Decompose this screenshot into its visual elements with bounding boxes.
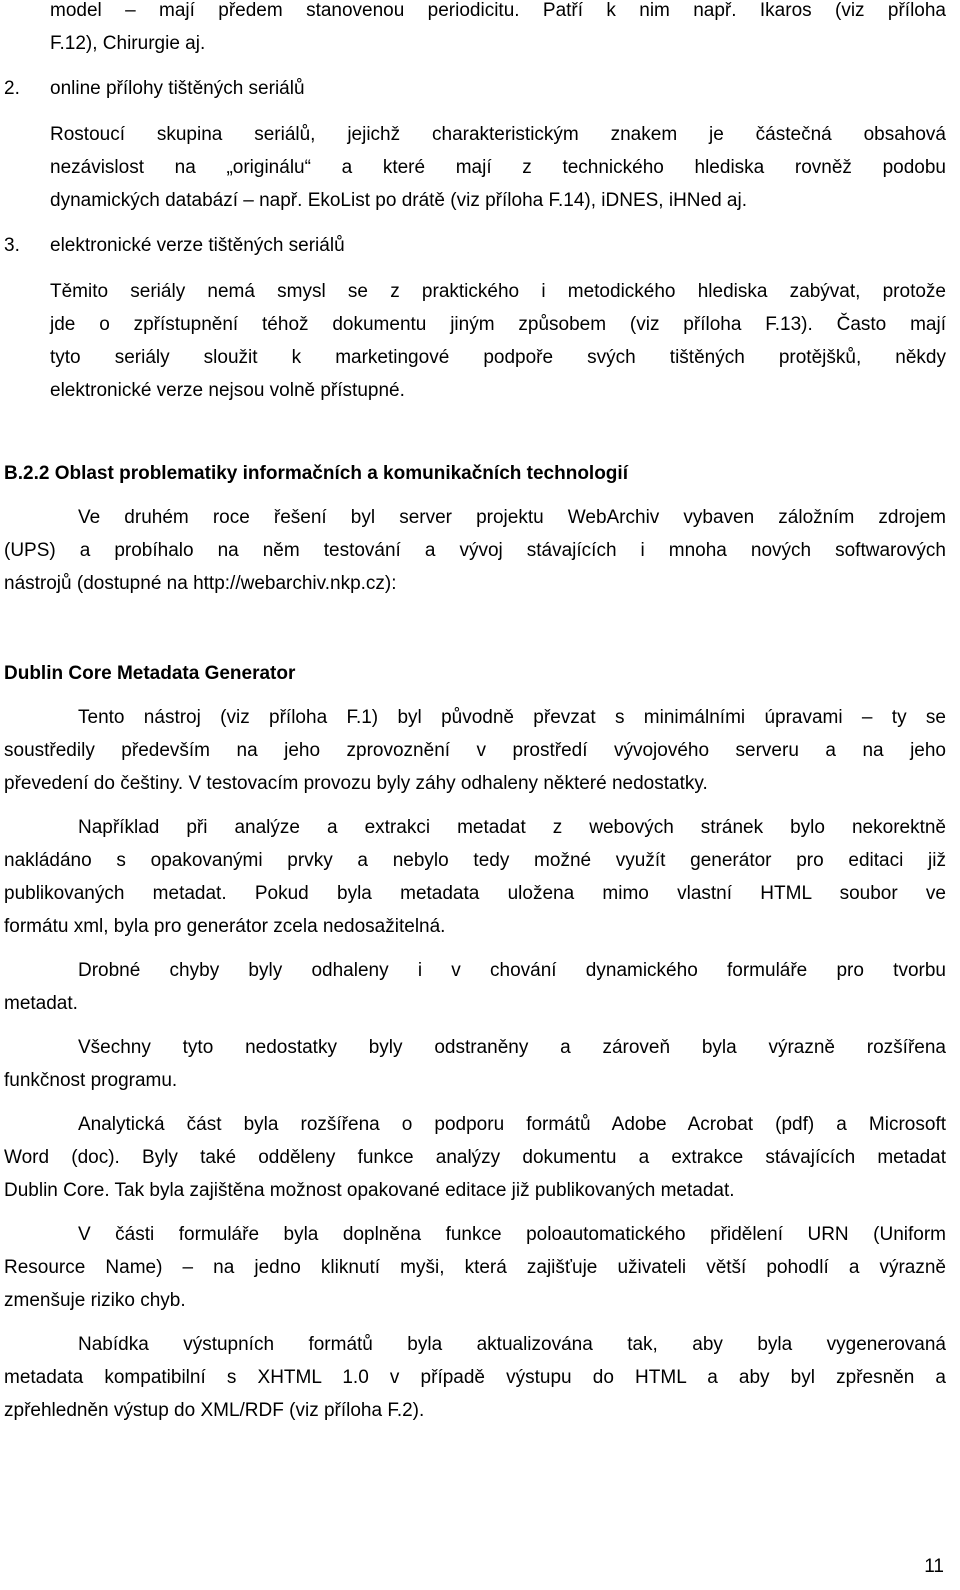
item-3-line-2: jde o zpřístupnění téhož dokumentu jiným způsobem (viz příloha F.13). Často mají bbox=[50, 314, 946, 335]
page-number: 11 bbox=[924, 1556, 944, 1577]
para-6-line-2: Resource Name) – na jedno kliknutí myši, která zajišťuje uživateli větší pohodlí a výrazně bbox=[4, 1257, 946, 1278]
item-2-line-3: dynamických databází – např. EkoList po drátě (viz příloha F.14), iDNES, iHNed aj. bbox=[50, 190, 747, 211]
subsection-heading: Dublin Core Metadata Generator bbox=[4, 663, 296, 684]
intro-line-2: F.12), Chirurgie aj. bbox=[50, 33, 206, 54]
para-7-line-3: zpřehledněn výstup do XML/RDF (viz příloha F.2). bbox=[4, 1400, 425, 1421]
para-7-line-1: Nabídka výstupních formátů byla aktualizována tak, aby byla vygenerovaná bbox=[78, 1334, 946, 1355]
para-2-line-2: nakládáno s opakovanými prvky a nebylo tedy možné využít generátor pro editaci již bbox=[4, 850, 946, 871]
para-4-line-1: Všechny tyto nedostatky byly odstraněny a zároveň byla výrazně rozšířena bbox=[78, 1037, 946, 1058]
para-1-line-3: převedení do češtiny. V testovacím provozu byly záhy odhaleny některé nedostatky. bbox=[4, 773, 708, 794]
para-3-line-2: metadat. bbox=[4, 993, 78, 1014]
para-2-line-3: publikovaných metadat. Pokud byla metadata uložena mimo vlastní HTML soubor ve bbox=[4, 883, 946, 904]
para-5-line-1: Analytická část byla rozšířena o podporu formátů Adobe Acrobat (pdf) a Microsoft bbox=[78, 1114, 946, 1135]
para-4-line-2: funkčnost programu. bbox=[4, 1070, 178, 1091]
item-3-line-3: tyto seriály sloužit k marketingové podpoře svých tištěných protějšků, někdy bbox=[50, 347, 946, 368]
para-2-line-1: Například při analýze a extrakci metadat z webových stránek bylo nekorektně bbox=[78, 817, 946, 838]
section-p1-line-2: (UPS) a probíhalo na něm testování a vývoj stávajících i mnoha nových softwarových bbox=[4, 540, 946, 561]
para-5-line-3: Dublin Core. Tak byla zajištěna možnost opakované editace již publikovaných metadat. bbox=[4, 1180, 735, 1201]
item-2-line-2: nezávislost na „originálu“ a které mají z technického hlediska rovněž podobu bbox=[50, 157, 946, 178]
section-p1-line-3: nástrojů (dostupné na http://webarchiv.nkp.cz): bbox=[4, 573, 397, 594]
para-7-line-2: metadata kompatibilní s XHTML 1.0 v případě výstupu do HTML a aby byl zpřesněn a bbox=[4, 1367, 946, 1388]
item-2-title: online přílohy tištěných seriálů bbox=[50, 78, 305, 99]
item-3-number: 3. bbox=[4, 235, 20, 256]
intro-line-1: model – mají předem stanovenou periodicitu. Patří k nim např. Ikaros (viz příloha bbox=[50, 0, 946, 21]
section-p1-line-1: Ve druhém roce řešení byl server projektu WebArchiv vybaven záložním zdrojem bbox=[78, 507, 946, 528]
para-1-line-2: soustředily především na jeho zprovoznění v prostředí vývojového serveru a na jeho bbox=[4, 740, 946, 761]
item-3-line-1: Těmito seriály nemá smysl se z praktického i metodického hlediska zabývat, protože bbox=[50, 281, 946, 302]
para-1-line-1: Tento nástroj (viz příloha F.1) byl původně převzat s minimálními úpravami – ty se bbox=[78, 707, 946, 728]
para-6-line-3: zmenšuje riziko chyb. bbox=[4, 1290, 186, 1311]
item-3-title: elektronické verze tištěných seriálů bbox=[50, 235, 345, 256]
para-6-line-1: V části formuláře byla doplněna funkce poloautomatického přidělení URN (Uniform bbox=[78, 1224, 946, 1245]
para-5-line-2: Word (doc). Byly také odděleny funkce analýzy dokumentu a extrakce stávajících metadat bbox=[4, 1147, 946, 1168]
item-3-line-4: elektronické verze nejsou volně přístupné. bbox=[50, 380, 405, 401]
para-3-line-1: Drobné chyby byly odhaleny i v chování dynamického formuláře pro tvorbu bbox=[78, 960, 946, 981]
para-2-line-4: formátu xml, byla pro generátor zcela nedosažitelná. bbox=[4, 916, 446, 937]
item-2-line-1: Rostoucí skupina seriálů, jejichž charakteristickým znakem je částečná obsahová bbox=[50, 124, 946, 145]
item-2-number: 2. bbox=[4, 78, 20, 99]
section-heading: B.2.2 Oblast problematiky informačních a komunikačních technologií bbox=[4, 463, 628, 484]
